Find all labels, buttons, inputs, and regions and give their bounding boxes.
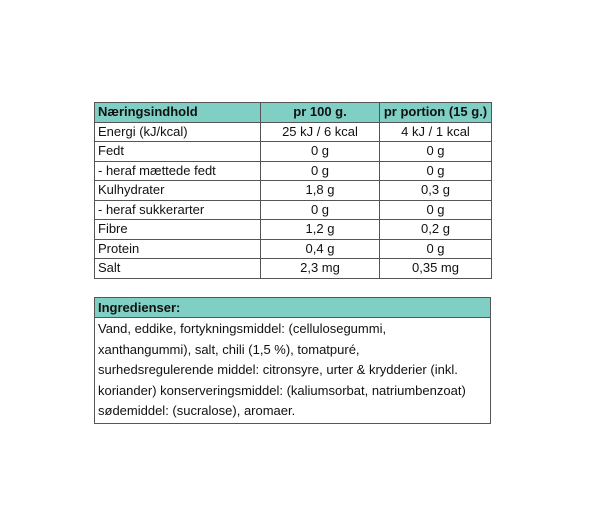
value-per-portion: 0 g [380, 239, 492, 259]
nutrient-name: Salt [95, 259, 261, 279]
ingredients-header-row [95, 298, 491, 318]
table-row [95, 220, 492, 240]
table-row [95, 161, 492, 181]
table-row [95, 142, 492, 162]
table-row [95, 239, 492, 259]
ingredients-text [95, 318, 491, 424]
header-nutrient: Næringsindhold [95, 103, 261, 123]
value-per-portion: 0 g [380, 161, 492, 181]
nutrient-name: Energi (kJ/kcal) [95, 122, 261, 142]
value-per-portion: 0 g [380, 142, 492, 162]
value-per-portion: 0 g [380, 200, 492, 220]
ingredients-line: Vand, eddike, fortykningsmiddel: (cellulosegummi, [98, 321, 387, 336]
value-per-100g: 2,3 mg [261, 259, 380, 279]
ingredients-title: Ingredienser: [95, 298, 491, 318]
value-per-portion: 0,35 mg [380, 259, 492, 279]
value-per-100g: 0,4 g [261, 239, 380, 259]
nutrient-name: - heraf mættede fedt [95, 161, 261, 181]
nutrient-name: Fedt [95, 142, 261, 162]
value-per-portion: 0,3 g [380, 181, 492, 201]
value-per-100g: 1,2 g [261, 220, 380, 240]
value-per-100g: 0 g [261, 142, 380, 162]
ingredients-table [94, 297, 491, 424]
nutrition-header-row [95, 103, 492, 123]
table-row [95, 122, 492, 142]
table-row [95, 259, 492, 279]
ingredients-body-row [95, 318, 491, 424]
table-row [95, 200, 492, 220]
header-per-100g: pr 100 g. [261, 103, 380, 123]
table-row [95, 181, 492, 201]
value-per-100g: 25 kJ / 6 kcal [261, 122, 380, 142]
nutrient-name: - heraf sukkerarter [95, 200, 261, 220]
value-per-100g: 0 g [261, 200, 380, 220]
ingredients-line: koriander) konserveringsmiddel: (kaliumsorbat, natriumbenzoat) [98, 382, 466, 398]
header-per-portion: pr portion (15 g.) [380, 103, 492, 123]
ingredients-line: surhedsregulerende middel: citronsyre, urter & krydderier (inkl. [98, 362, 458, 377]
value-per-portion: 0,2 g [380, 220, 492, 240]
value-per-100g: 1,8 g [261, 181, 380, 201]
ingredients-line: xanthangummi), salt, chili (1,5 %), tomatpuré, [98, 341, 360, 357]
value-per-100g: 0 g [261, 161, 380, 181]
ingredients-line: sødemiddel: (sucralose), aromaer. [98, 403, 296, 418]
nutrient-name: Fibre [95, 220, 261, 240]
value-per-portion: 4 kJ / 1 kcal [380, 122, 492, 142]
nutrient-name: Protein [95, 239, 261, 259]
nutrition-table [94, 102, 492, 279]
nutrient-name: Kulhydrater [95, 181, 261, 201]
